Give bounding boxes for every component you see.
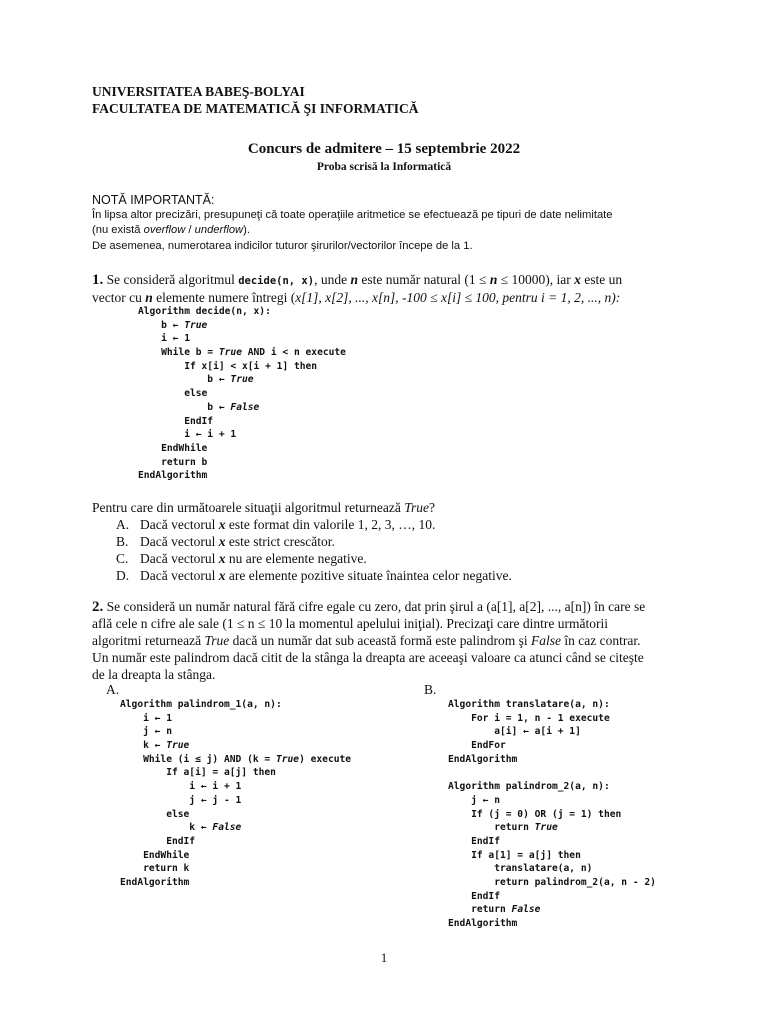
q1-code-line: EndIf — [138, 415, 214, 427]
q1-option-d[interactable] — [116, 567, 512, 584]
q1-option-a-pre: Dacă vectorul — [140, 517, 219, 532]
q1-option-c-var: x — [218, 551, 226, 566]
q1-option-a-var: x — [218, 517, 226, 532]
q2-code-b-line: return True — [448, 822, 558, 834]
q2-code-b-line: If a[1] = a[j] then — [448, 849, 581, 861]
note-line-3: De asemenea, numerotarea indicilor tuturor şirurilor/vectorilor începe de la 1. — [92, 240, 473, 252]
q2-code-b-line: j ← n — [448, 794, 500, 806]
q2-code-b-line: If (j = 0) OR (j = 1) then — [448, 808, 622, 820]
q1-text-c: este număr natural (1 ≤ — [357, 272, 490, 287]
note-underflow: underflow — [194, 224, 244, 236]
q1-option-b-var: x — [218, 534, 226, 549]
q1-text-e: este un — [580, 272, 623, 287]
q1-question-true: True — [404, 500, 430, 515]
q2-code-a-line: EndWhile — [120, 849, 190, 861]
q1-code-line: b ← True — [138, 374, 254, 386]
q2-code-b-line: return False — [448, 904, 541, 916]
q1-code-line: return b — [138, 456, 208, 468]
q2-l3-true: True — [204, 633, 230, 648]
q1-option-a-post: este format din valorile 1, 2, 3, …, 10. — [225, 517, 436, 532]
q1-text-a: Se consideră algoritmul — [103, 272, 239, 287]
q2-code-b-line: a[i] ← a[i + 1] — [448, 726, 581, 738]
q2-l3-false: False — [531, 633, 561, 648]
q1-option-c-label: C. — [116, 551, 129, 566]
q1-code-line: i ← 1 — [138, 333, 190, 345]
q2-line-1-text: Se consideră un număr natural fără cifre egale cu zero, dat prin şirul a (a[1], a[2], ..., a[n]) în care se — [103, 599, 646, 614]
q1-option-a[interactable] — [116, 516, 435, 533]
university-name: UNIVERSITATEA BABEŞ-BOLYAI — [92, 84, 305, 99]
q2-code-a-line: EndAlgorithm — [120, 876, 190, 888]
q2-code-a-line: Algorithm palindrom_1(a, n): — [120, 699, 282, 710]
q1-line-2 — [92, 289, 620, 306]
q1-number: 1. — [92, 272, 104, 288]
q2-code-a-line: j ← j - 1 — [120, 794, 242, 806]
q1-option-a-label: A. — [116, 517, 130, 532]
q1-option-d-post: are elemente pozitive situate înaintea celor negative. — [225, 568, 512, 583]
q1-option-d-label: D. — [116, 568, 130, 583]
q1-code-line: b ← False — [138, 401, 260, 413]
q2-line-3 — [92, 632, 640, 649]
q2-code-b-line: EndIf — [448, 835, 500, 847]
q1-option-b-label: B. — [116, 534, 129, 549]
q2-code-a-line: i ← 1 — [120, 712, 172, 724]
q2-number: 2. — [92, 599, 104, 615]
q2-code-b-line: EndAlgorithm — [448, 918, 518, 929]
q1-code-line: If x[i] < x[i + 1] then — [138, 360, 318, 372]
q1-text-d: ≤ 10000), iar — [497, 272, 575, 287]
q2-code-b-line: EndIf — [448, 890, 500, 902]
page-number: 1 — [380, 950, 388, 965]
q1-l2-b: elemente numere întregi ( — [152, 290, 296, 305]
q1-code-line: else — [138, 388, 208, 400]
q1-text-b: , unde — [314, 272, 351, 287]
q1-line-1 — [92, 271, 622, 289]
q1-option-b-post: este strict crescător. — [225, 534, 335, 549]
q2-option-a-label[interactable]: A. — [106, 682, 120, 697]
q1-code-line: b ← True — [138, 319, 208, 331]
q1-option-c-pre: Dacă vectorul — [140, 551, 219, 566]
q2-code-a-line: EndIf — [120, 835, 196, 847]
q2-code-b-line: return palindrom_2(a, n - 2) — [448, 876, 656, 888]
q2-code-block-a — [120, 698, 351, 890]
q2-code-b-line: EndAlgorithm — [448, 753, 518, 765]
note-heading: NOTĂ IMPORTANTĂ: — [92, 193, 215, 207]
note-line-2-post: ). — [243, 224, 250, 236]
q1-option-c-post: nu are elemente negative. — [225, 551, 367, 566]
q2-code-a-line: k ← True — [120, 740, 190, 752]
q2-code-a-line: i ← i + 1 — [120, 781, 242, 793]
q1-option-d-var: x — [218, 568, 226, 583]
q1-l2-c: x[1], x[2], ..., x[n], -100 ≤ x[i] ≤ 100, pentru i = 1, 2, ..., n): — [295, 290, 621, 305]
q1-code-line: While b = True AND i < n execute — [138, 347, 346, 359]
q2-code-block-b — [448, 698, 656, 931]
q1-code-block — [138, 305, 346, 483]
q2-code-b-line: Algorithm palindrom_2(a, n): — [448, 781, 610, 793]
q1-var-x: x — [574, 272, 581, 287]
q2-code-a-line: else — [120, 808, 190, 820]
q2-line-4: Un număr este palindrom dacă citit de la stânga la dreapta are aceeaşi valoare ca atunci când se citeşte — [92, 650, 644, 665]
q2-code-b-line: EndFor — [448, 740, 506, 752]
q1-l2-a: vector cu — [92, 290, 146, 305]
q1-question-a: Pentru care din următoarele situaţii algoritmul returnează — [92, 500, 405, 515]
q1-option-b[interactable] — [116, 533, 335, 550]
q2-l3-a: algoritmi returnează — [92, 633, 205, 648]
q1-code-line: EndWhile — [138, 442, 208, 454]
note-sep: / — [185, 224, 195, 236]
note-line-2-pre: (nu există — [92, 224, 144, 236]
q2-line-5: de la dreapta la stânga. — [92, 667, 216, 682]
q1-var-n: n — [350, 272, 358, 287]
q1-code-line: EndAlgorithm — [138, 470, 208, 482]
q1-var-n2: n — [489, 272, 498, 287]
q2-code-a-line: k ← False — [120, 822, 242, 834]
q2-code-a-line: j ← n — [120, 726, 172, 738]
q2-code-b-line: Algorithm translatare(a, n): — [448, 699, 610, 710]
q1-option-c[interactable] — [116, 550, 367, 567]
q1-code-line: i ← i + 1 — [138, 429, 237, 441]
q2-code-a-line: While (i ≤ j) AND (k = True) execute — [120, 753, 352, 765]
exam-title: Concurs de admitere – 15 septembrie 2022 — [247, 141, 521, 157]
q1-func-name: decide(n, x) — [238, 275, 315, 287]
note-overflow: overflow — [143, 224, 186, 236]
q2-l3-c: în caz contrar. — [561, 633, 641, 648]
exam-subtitle: Proba scrisă la Informatică — [316, 161, 452, 173]
q2-code-b-line: For i = 1, n - 1 execute — [448, 712, 610, 724]
q2-line-2: află cele n cifre ale sale (1 ≤ n ≤ 10 la momentul apelului iniţial). Precizaţi care dintre următorii — [92, 616, 608, 631]
q2-code-b-line: translatare(a, n) — [448, 863, 593, 875]
q2-code-a-line: return k — [120, 863, 190, 875]
faculty-name: FACULTATEA DE MATEMATICĂ ŞI INFORMATICĂ — [92, 101, 419, 116]
q1-option-d-pre: Dacă vectorul — [140, 568, 219, 583]
q1-l2-n: n — [145, 290, 153, 305]
q1-option-b-pre: Dacă vectorul — [140, 534, 219, 549]
q2-option-b-label[interactable]: B. — [424, 682, 437, 697]
q2-line-1 — [92, 598, 645, 616]
q1-code-line: Algorithm decide(n, x): — [138, 306, 271, 317]
q2-code-b-line — [448, 766, 656, 780]
q2-code-a-line: If a[i] = a[j] then — [120, 767, 276, 779]
q2-l3-b: dacă un număr dat sub această formă este palindrom şi — [229, 633, 531, 648]
note-line-2 — [92, 224, 250, 236]
note-line-1: În lipsa altor precizări, presupuneţi că toate operaţiile aritmetice se efectuează pe tipuri de date nelimitate — [92, 209, 613, 221]
q1-question-b: ? — [429, 500, 436, 515]
q1-question — [92, 499, 435, 516]
